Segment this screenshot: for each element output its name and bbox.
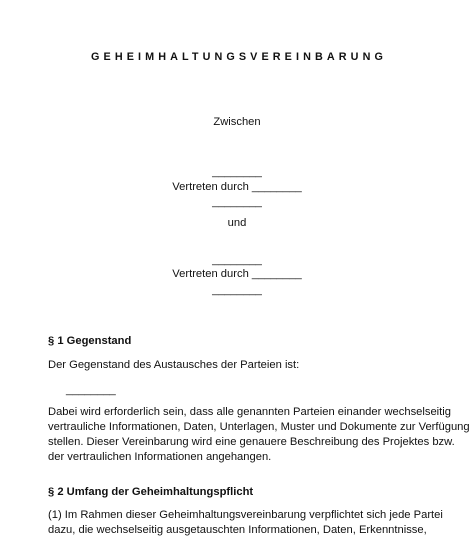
section2-line: (1) Im Rahmen dieser Geheimhaltungsvereinbarung verpflichtet sich jede Partei: [48, 509, 443, 521]
section1-line: der vertraulichen Informationen angehangen.: [48, 451, 272, 463]
section1-intro: Der Gegenstand des Austausches der Parteien ist:: [48, 359, 300, 371]
and-label: und: [227, 217, 247, 229]
document-title: GEHEIMHALTUNGSVEREINBARUNG: [91, 51, 387, 63]
between-label: Zwischen: [213, 116, 261, 128]
section1-heading: § 1 Gegenstand: [48, 335, 132, 347]
section1-line: vertrauliche Informationen, Daten, Unterlagen, Muster und Dokumente zur Verfügung: [48, 421, 470, 433]
section2-heading: § 2 Umfang der Geheimhaltungspflicht: [48, 486, 254, 498]
section2-line: dazu, die wechselseitig ausgetauschten Informationen, Daten, Erkenntnisse,: [48, 524, 427, 536]
party1-name-blank: ________: [212, 166, 262, 178]
section1-line: Dabei wird erforderlich sein, dass alle genannten Parteien einander wechselseitig: [48, 406, 451, 418]
section1-paragraph: [48, 405, 470, 465]
party1-represented-by: Vertreten durch ________: [172, 181, 302, 193]
section2-paragraph: [48, 508, 443, 538]
party1-blank-2: ________: [212, 196, 262, 208]
party2-blank-2: ________: [212, 284, 262, 296]
party2-name-blank: ________: [212, 254, 262, 266]
section1-line: stellen. Dieser Vereinbarung wird eine genauere Beschreibung des Projektes bzw.: [48, 436, 455, 448]
party2-represented-by: Vertreten durch ________: [172, 268, 302, 280]
section1-blank: ________: [66, 384, 116, 396]
